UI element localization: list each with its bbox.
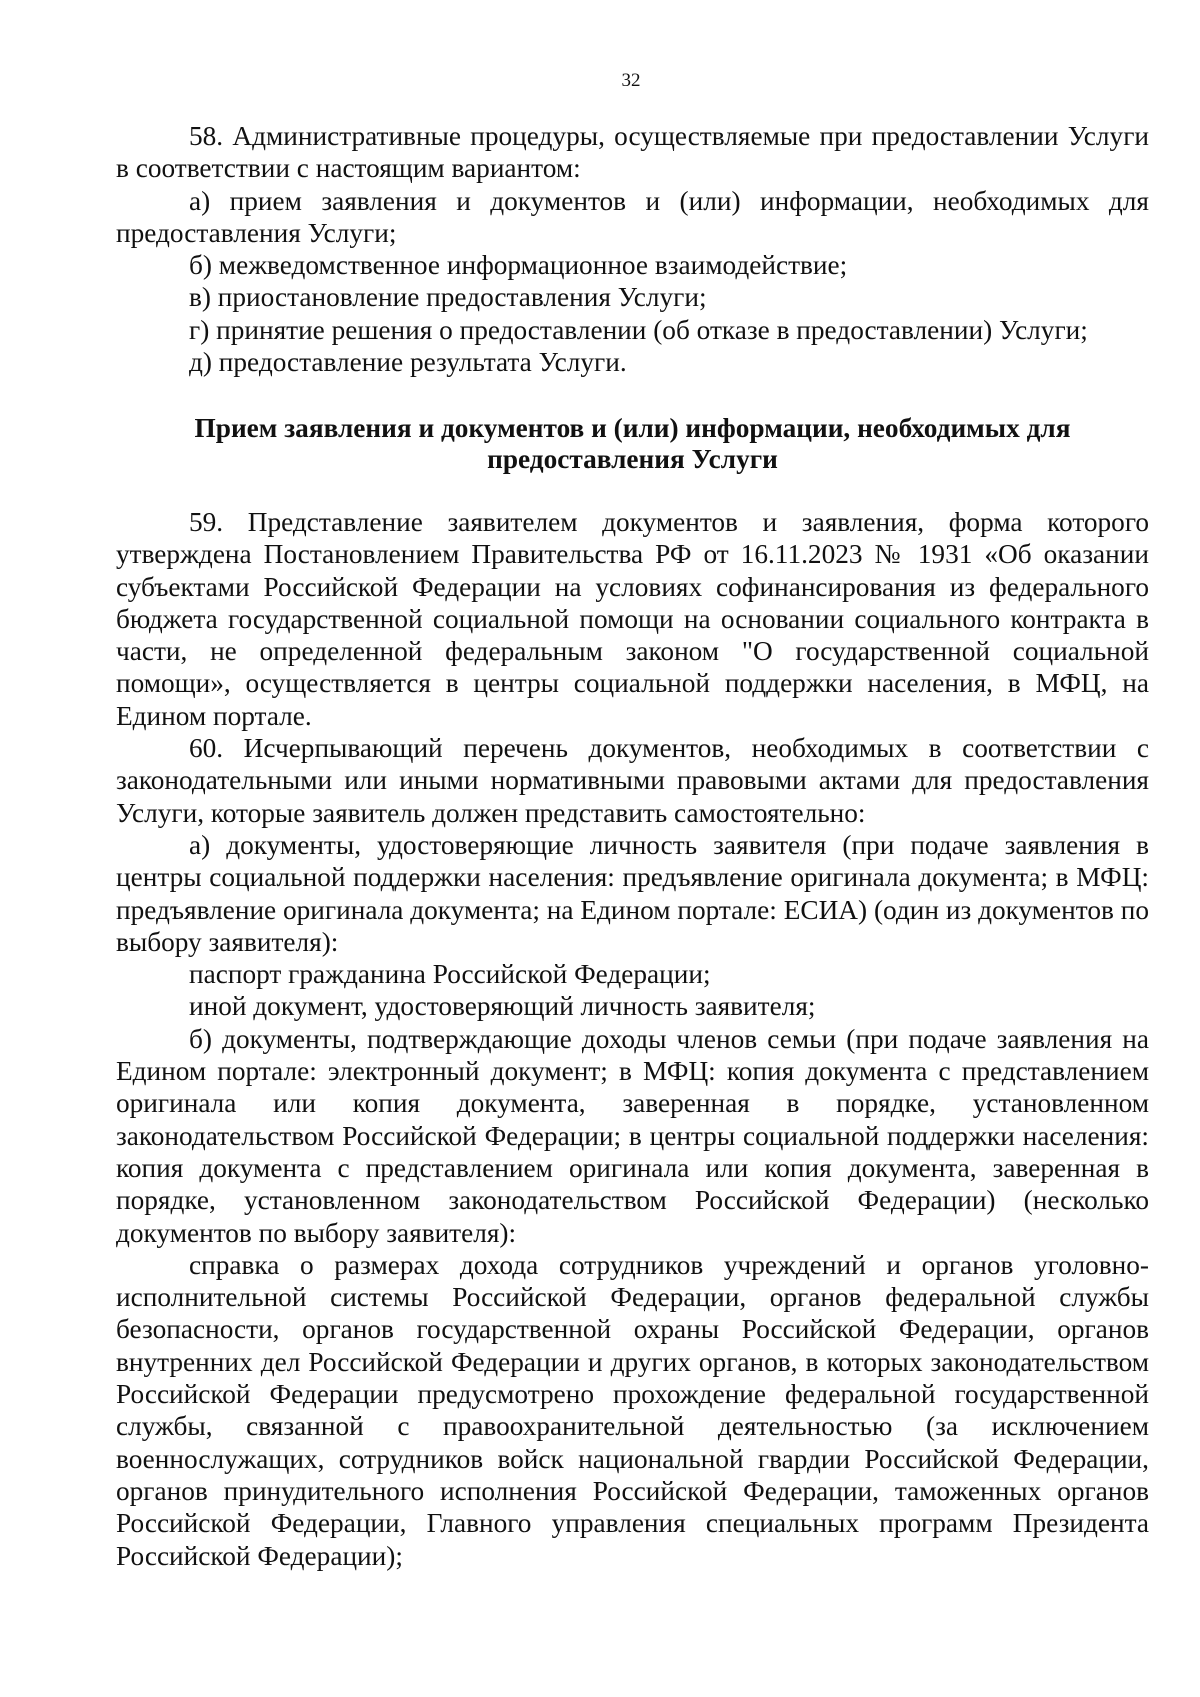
paragraph-60: 60. Исчерпывающий перечень документов, необходимых в соответствии с законодательными или иными нормативными правовыми актами для предоставления Услуги, которые заявитель должен представить самостоятельно:	[116, 733, 1149, 828]
list-item-d: д) предоставление результата Услуги.	[189, 347, 627, 378]
list-item-g: г) принятие решения о предоставлении (об отказе в предоставлении) Услуги;	[189, 314, 1088, 345]
page-number: 32	[621, 70, 641, 91]
paragraph-60-a: а) документы, удостоверяющие личность заявителя (при подаче заявления в центры социальной поддержки населения: предъявление оригинала документа; в МФЦ: предъявление оригинала документа; на Едином портале: ЕСИА) (один из документов по выбору заявителя):	[116, 829, 1149, 957]
list-item-other-doc: иной документ, удостоверяющий личность заявителя;	[189, 991, 816, 1022]
paragraph-60-b: б) документы, подтверждающие доходы членов семьи (при подаче заявления на Едином портале: электронный документ; в МФЦ: копия документа с представлением оригинала или копия документа, заверенная в порядке, установленном законодательством Российской Федерации; в центры социальной поддержки населения: копия документа с представлением оригинала или копия документа, заверенная в порядке, установленном законодательством Российской Федерации) (несколько документов по выбору заявителя):	[116, 1023, 1149, 1248]
list-item-certificate: справка о размерах дохода сотрудников учреждений и органов уголовно-исполнительной системы Российской Федерации, органов федеральной службы безопасности, органов государственной охраны Российской Федерации, органов внутренних дел Российской Федерации и других органов, в которых законодательством Российской Федерации предусмотрено прохождение федеральной государственной службы, связанной с правоохранительной деятельностью (за исключением военнослужащих, сотрудников войск национальной гвардии Российской Федерации, органов принудительного исполнения Российской Федерации, таможенных органов Российской Федерации, Главного управления специальных программ Президента Российской Федерации);	[116, 1249, 1149, 1571]
list-item-passport: паспорт гражданина Российской Федерации;	[189, 959, 711, 990]
list-item-b: б) межведомственное информационное взаимодействие;	[189, 250, 848, 281]
section-heading: Прием заявления и документов и (или) информации, необходимых для предоставления Услуги	[194, 413, 1071, 474]
procedures-list	[116, 120, 1149, 378]
list-item-v: в) приостановление предоставления Услуги;	[189, 282, 707, 313]
main-text	[116, 506, 1149, 1572]
paragraph-59: 59. Представление заявителем документов и заявления, форма которого утверждена Постановлением Правительства РФ от 16.11.2023 № 1931 «Об оказании субъектами Российской Федерации на условиях софинансирования из федерального бюджета государственной социальной помощи на основании социального контракта в части, не определенной федеральным законом "О государственной социальной помощи», осуществляется в центры социальной поддержки населения, в МФЦ, на Едином портале.	[116, 507, 1149, 731]
list-item-a: а) прием заявления и документов и (или) информации, необходимых для предоставления Услуги;	[116, 185, 1149, 248]
paragraph-58: 58. Административные процедуры, осуществляемые при предоставлении Услуги в соответствии с настоящим вариантом:	[116, 121, 1149, 184]
